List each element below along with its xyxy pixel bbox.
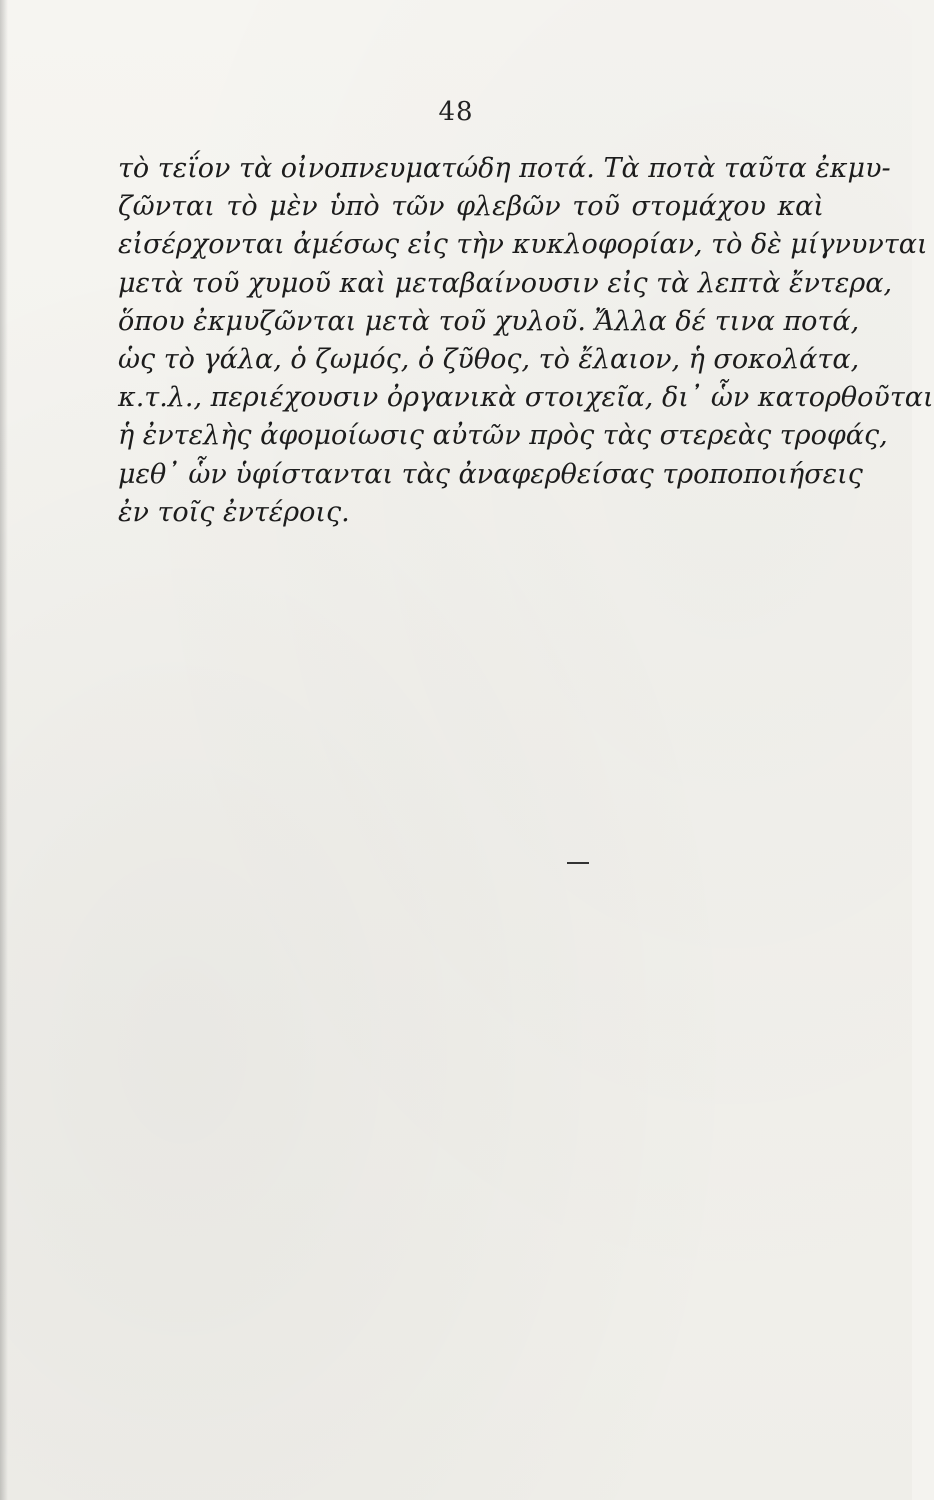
text-line: ἡ ἐντελὴς ἀφομοίωσις αὐτῶν πρὸς τὰς στερεὰς τροφάς, (118, 420, 888, 452)
text-line: μεθ᾽ ὧν ὑφίστανται τὰς ἀναφερθείσας τροποποιήσεις (118, 458, 863, 490)
text-line: ὅπου ἐκμυζῶνται μετὰ τοῦ χυλοῦ. Ἄλλα δέ τινα ποτά, (118, 305, 860, 337)
text-line-last: ἐν τοῖς ἐντέροις. (118, 496, 350, 528)
text-line: ὡς τὸ γάλα, ὁ ζωμός, ὁ ζῦθος, τὸ ἔλαιον, ἡ σοκολάτα, (118, 343, 860, 375)
section-dash (567, 862, 589, 864)
text-line: ζῶνται τὸ μὲν ὑπὸ τῶν φλεβῶν τοῦ στομάχου καὶ (118, 191, 824, 223)
page-number: 48 (438, 97, 474, 127)
text-line: μετὰ τοῦ χυμοῦ καὶ μεταβαίνουσιν εἰς τὰ λεπτὰ ἔντερα, (118, 267, 893, 299)
text-line: τὸ τεΐον τὰ οἰνοπνευματώδη ποτά. Τὰ ποτὰ ταῦτα ἐκμυ- (118, 153, 891, 184)
text-line: κ.τ.λ., περιέχουσιν ὀργανικὰ στοιχεῖα, δι᾽ ὧν κατορθοῦται (118, 382, 934, 414)
text-line: εἰσέρχονται ἀμέσως εἰς τὴν κυκλοφορίαν, τὸ δὲ μίγνυνται (118, 229, 928, 261)
body-text (118, 150, 934, 532)
page-edge-shadow (0, 0, 8, 1500)
